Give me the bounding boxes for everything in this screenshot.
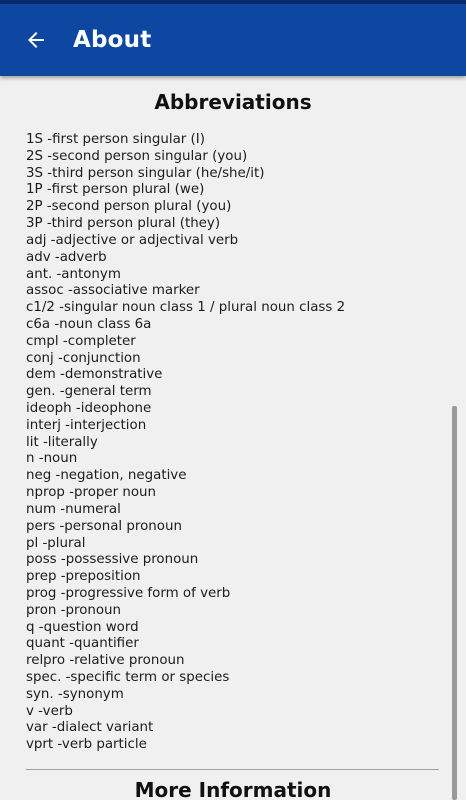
abbreviation-item: cmpl -completer — [26, 333, 136, 349]
arrow-back-icon — [24, 28, 48, 52]
abbreviation-item: var -dialect variant — [26, 720, 154, 736]
page-title: About — [73, 27, 152, 53]
abbreviation-item: gen. -general term — [26, 384, 152, 400]
next-section-title: More Information — [134, 778, 332, 800]
abbreviation-item: ideoph -ideophone — [26, 401, 152, 416]
abbreviation-item: ant. -antonym — [26, 266, 121, 282]
abbreviation-item: relpro -relative pronoun — [26, 653, 185, 669]
abbreviation-item: q -question word — [26, 619, 139, 635]
section-title: Abbreviations — [154, 90, 312, 114]
abbreviation-item: lit -literally — [26, 434, 98, 450]
abbreviation-item: syn. -synonym — [26, 686, 124, 702]
abbreviation-item: adv -adverb — [26, 249, 107, 265]
divider — [26, 769, 439, 770]
abbreviation-item: pl -plural — [26, 535, 86, 551]
abbreviation-item: num -numeral — [26, 501, 121, 517]
abbreviation-list — [26, 132, 345, 754]
abbreviation-item: pers -personal pronoun — [26, 518, 182, 534]
abbreviation-item: poss -possessive pronoun — [26, 552, 199, 568]
abbreviation-item: 1S -first person singular (I) — [26, 132, 205, 147]
abbreviation-item: neg -negation, negative — [26, 468, 187, 484]
abbreviation-item: prog -progressive form of verb — [26, 585, 231, 601]
abbreviation-item: assoc -associative marker — [26, 283, 200, 299]
scrollbar[interactable] — [452, 406, 457, 800]
abbreviation-item: adj -adjective or adjectival verb — [26, 232, 239, 248]
abbreviation-item: v -verb — [26, 703, 73, 719]
app-bar — [0, 4, 466, 76]
abbreviation-item: 2P -second person plural (you) — [26, 199, 232, 215]
abbreviation-item: c6a -noun class 6a — [26, 316, 152, 332]
abbreviation-item: vprt -verb particle — [26, 737, 147, 753]
abbreviation-item: conj -conjunction — [26, 350, 141, 366]
back-button[interactable] — [16, 20, 56, 60]
abbreviation-item: 3S -third person singular (he/she/it) — [26, 165, 265, 181]
abbreviation-item: interj -interjection — [26, 417, 147, 433]
abbreviation-item: dem -demonstrative — [26, 367, 163, 383]
abbreviation-item: prep -preposition — [26, 569, 141, 585]
about-content[interactable] — [0, 76, 466, 800]
abbreviation-item: spec. -specific term or species — [26, 670, 230, 685]
abbreviation-item: quant -quantifier — [26, 636, 139, 652]
abbreviation-item: 2S -second person singular (you) — [26, 148, 248, 164]
abbreviation-item: 1P -first person plural (we) — [26, 182, 205, 198]
abbreviation-item: nprop -proper noun — [26, 485, 157, 501]
abbreviation-item: pron -pronoun — [26, 602, 122, 618]
abbreviation-item: c1/2 -singular noun class 1 / plural noun class 2 — [26, 300, 346, 316]
abbreviation-item: 3P -third person plural (they) — [26, 216, 221, 232]
abbreviation-item: n -noun — [26, 451, 78, 467]
